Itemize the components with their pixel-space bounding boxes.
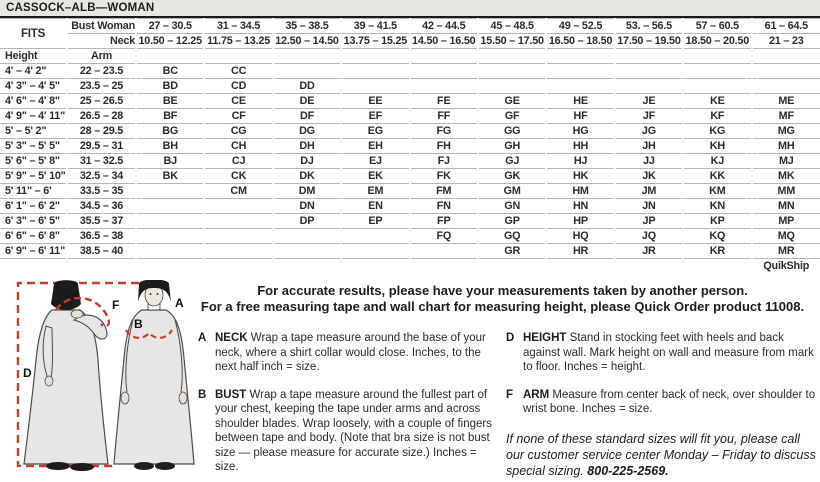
spacer-cell <box>615 49 683 64</box>
bust-range-cell: 45 – 48.5 <box>478 19 546 34</box>
spacer-cell <box>273 49 341 64</box>
size-code-cell: CM <box>204 184 272 199</box>
no-size-cell <box>752 64 820 79</box>
size-code-cell: FQ <box>410 229 478 244</box>
neck-range-cell: 13.75 – 15.25 <box>341 34 409 49</box>
size-code-cell: MQ <box>752 229 820 244</box>
spacer-cell <box>615 259 683 274</box>
size-code-cell: MP <box>752 214 820 229</box>
size-code-cell: CF <box>204 109 272 124</box>
bust-range-cell: 35 – 38.5 <box>273 19 341 34</box>
size-code-cell: KP <box>683 214 751 229</box>
height-range-cell: 5' 9" – 5' 10" <box>0 169 67 184</box>
size-code-cell: KE <box>683 94 751 109</box>
size-code-cell: JE <box>615 94 683 109</box>
arm-range-cell: 23.5 – 25 <box>67 79 136 94</box>
no-size-cell <box>136 214 204 229</box>
size-code-cell: FH <box>410 139 478 154</box>
measuring-intro <box>190 283 815 315</box>
size-code-cell: KM <box>683 184 751 199</box>
intro-line-1: For accurate results, please have your measurements taken by another person. <box>257 283 748 298</box>
neck-range-cell: 14.50 – 16.50 <box>410 34 478 49</box>
size-code-cell: DH <box>273 139 341 154</box>
no-size-cell <box>752 79 820 94</box>
no-size-cell <box>204 199 272 214</box>
no-size-cell <box>204 229 272 244</box>
size-code-cell: HN <box>546 199 614 214</box>
height-range-cell: 5' 11" – 6' <box>0 184 67 199</box>
no-size-cell <box>546 79 614 94</box>
size-code-cell: BJ <box>136 154 204 169</box>
arm-range-cell: 35.5 – 37 <box>67 214 136 229</box>
size-code-cell: CJ <box>204 154 272 169</box>
instruction-arm <box>506 388 816 417</box>
instruction-text <box>523 331 816 375</box>
measurement-figure-illustration <box>2 280 200 480</box>
neck-header: Neck <box>67 34 136 49</box>
no-size-cell <box>410 64 478 79</box>
no-size-cell <box>683 79 751 94</box>
no-size-cell <box>478 64 546 79</box>
size-code-cell: GE <box>478 94 546 109</box>
size-code-cell: JQ <box>615 229 683 244</box>
size-code-cell: MR <box>752 244 820 259</box>
size-code-cell: CH <box>204 139 272 154</box>
size-code-cell: DN <box>273 199 341 214</box>
arm-range-cell: 36.5 – 38 <box>67 229 136 244</box>
size-code-cell: EG <box>341 124 409 139</box>
size-code-cell: KQ <box>683 229 751 244</box>
size-code-cell: JJ <box>615 154 683 169</box>
instruction-neck <box>198 331 498 375</box>
label-a: A <box>175 296 184 310</box>
instruction-height <box>506 331 816 375</box>
instruction-text <box>215 331 498 375</box>
spacer-cell <box>204 259 272 274</box>
height-range-cell: 6' 9" – 6' 11" <box>0 244 67 259</box>
intro-line-2: For a free measuring tape and wall chart for measuring height, please Quick Order product 11008. <box>200 299 805 314</box>
size-code-cell: MN <box>752 199 820 214</box>
size-code-cell: FJ <box>410 154 478 169</box>
instruction-body: Wrap a tape measure around the fullest part of your chest, keeping the tape under arms and across shoulder blades. Wrap loosely, with a couple of fingers between tape and body. (Note that bra size is not bust size — please measure for accurate size.) Inches = size. <box>215 388 493 473</box>
size-code-cell: MF <box>752 109 820 124</box>
size-code-cell: HE <box>546 94 614 109</box>
size-code-cell: HP <box>546 214 614 229</box>
arm-column-header: Arm <box>67 49 136 64</box>
spacer-cell <box>136 259 204 274</box>
size-code-cell: KR <box>683 244 751 259</box>
size-code-cell: GF <box>478 109 546 124</box>
no-size-cell <box>478 79 546 94</box>
height-range-cell: 5' 6" – 5' 8" <box>0 154 67 169</box>
neck-range-cell: 16.50 – 18.50 <box>546 34 614 49</box>
no-size-cell <box>273 64 341 79</box>
no-size-cell <box>683 64 751 79</box>
height-range-cell: 4' 9" – 4' 11" <box>0 109 67 124</box>
no-size-cell <box>136 244 204 259</box>
neck-range-cell: 17.50 – 19.50 <box>615 34 683 49</box>
arm-range-cell: 34.5 – 36 <box>67 199 136 214</box>
size-code-cell: CC <box>204 64 272 79</box>
size-code-cell: HQ <box>546 229 614 244</box>
size-code-cell: JF <box>615 109 683 124</box>
size-code-cell: BE <box>136 94 204 109</box>
instructions-right-column <box>506 331 816 479</box>
bust-range-cell: 57 – 60.5 <box>683 19 751 34</box>
size-table <box>0 18 820 274</box>
special-sizing-note <box>506 431 816 479</box>
neck-range-cell: 21 – 23 <box>752 34 820 49</box>
size-code-cell: DD <box>273 79 341 94</box>
instructions-left-column <box>198 331 498 482</box>
size-code-cell: HJ <box>546 154 614 169</box>
size-code-cell: BH <box>136 139 204 154</box>
size-code-cell: JH <box>615 139 683 154</box>
spacer-cell <box>410 49 478 64</box>
no-size-cell <box>410 244 478 259</box>
spacer-cell <box>273 259 341 274</box>
size-code-cell: BK <box>136 169 204 184</box>
height-range-cell: 4' 3" – 4' 5" <box>0 79 67 94</box>
height-range-cell: 5' – 5' 2" <box>0 124 67 139</box>
arm-range-cell: 25 – 26.5 <box>67 94 136 109</box>
size-code-cell: JG <box>615 124 683 139</box>
spacer-cell <box>341 49 409 64</box>
spacer-cell <box>752 49 820 64</box>
size-code-cell: EP <box>341 214 409 229</box>
size-code-cell: MM <box>752 184 820 199</box>
instruction-letter: F <box>506 388 514 401</box>
arm-range-cell: 38.5 – 40 <box>67 244 136 259</box>
arm-range-cell: 32.5 – 34 <box>67 169 136 184</box>
size-code-cell: GQ <box>478 229 546 244</box>
spacer-cell <box>67 259 136 274</box>
no-size-cell <box>341 244 409 259</box>
no-size-cell <box>615 64 683 79</box>
label-b: B <box>134 317 143 331</box>
no-size-cell <box>204 244 272 259</box>
no-size-cell <box>615 79 683 94</box>
height-range-cell: 4' 6" – 4' 8" <box>0 94 67 109</box>
no-size-cell <box>341 79 409 94</box>
size-code-cell: EJ <box>341 154 409 169</box>
height-range-cell: 6' 3" – 6' 5" <box>0 214 67 229</box>
instruction-bust <box>198 388 498 475</box>
size-code-cell: DJ <box>273 154 341 169</box>
size-code-cell: DE <box>273 94 341 109</box>
bust-range-cell: 61 – 64.5 <box>752 19 820 34</box>
arm-range-cell: 28 – 29.5 <box>67 124 136 139</box>
spacer-cell <box>683 49 751 64</box>
size-code-cell: JK <box>615 169 683 184</box>
size-code-cell: HK <box>546 169 614 184</box>
size-code-cell: DM <box>273 184 341 199</box>
size-code-cell: MJ <box>752 154 820 169</box>
instruction-body: Stand in stocking feet with heels and back against wall. Mark height on wall and measure from mark to floor. Inches = height. <box>523 332 814 373</box>
instruction-body: Measure from center back of neck, over shoulder to wrist bone. Inches = size. <box>523 388 816 415</box>
size-code-cell: BG <box>136 124 204 139</box>
size-code-cell: HM <box>546 184 614 199</box>
size-code-cell: GM <box>478 184 546 199</box>
size-code-cell: BD <box>136 79 204 94</box>
size-code-cell: GR <box>478 244 546 259</box>
size-code-cell: FK <box>410 169 478 184</box>
size-code-cell: KF <box>683 109 751 124</box>
spacer-cell <box>204 49 272 64</box>
neck-range-cell: 11.75 – 13.25 <box>204 34 272 49</box>
bust-range-cell: 31 – 34.5 <box>204 19 272 34</box>
size-code-cell: FG <box>410 124 478 139</box>
size-code-cell: JR <box>615 244 683 259</box>
spacer-cell <box>683 259 751 274</box>
size-code-cell: JN <box>615 199 683 214</box>
size-code-cell: GJ <box>478 154 546 169</box>
no-size-cell <box>136 199 204 214</box>
size-code-cell: DG <box>273 124 341 139</box>
spacer-cell <box>546 259 614 274</box>
height-column-header: Height <box>0 49 67 64</box>
spacer-cell <box>341 259 409 274</box>
instruction-letter: B <box>198 388 207 401</box>
no-size-cell <box>341 229 409 244</box>
instruction-letter: A <box>198 332 207 344</box>
spacer-cell <box>410 259 478 274</box>
no-size-cell <box>136 229 204 244</box>
instruction-keyword: NECK <box>215 332 248 344</box>
figure-back-view <box>24 280 109 471</box>
arm-range-cell: 26.5 – 28 <box>67 109 136 124</box>
page-title: CASSOCK–ALB—WOMAN <box>0 0 820 18</box>
neck-range-cell: 18.50 – 20.50 <box>683 34 751 49</box>
size-code-cell: EM <box>341 184 409 199</box>
size-code-cell: FE <box>410 94 478 109</box>
size-code-cell: MG <box>752 124 820 139</box>
label-f: F <box>112 298 120 312</box>
size-code-cell: GG <box>478 124 546 139</box>
size-code-cell: GK <box>478 169 546 184</box>
size-code-cell: HR <box>546 244 614 259</box>
label-d: D <box>23 366 32 380</box>
instruction-keyword: ARM <box>523 388 550 401</box>
no-size-cell <box>204 214 272 229</box>
spacer-cell <box>136 49 204 64</box>
note-text: If none of these standard sizes will fit you, please call our customer service center Monday – Friday to discuss special sizing. <box>506 431 816 478</box>
size-code-cell: FM <box>410 184 478 199</box>
instruction-text <box>215 388 498 475</box>
bust-range-cell: 53. – 56.5 <box>615 19 683 34</box>
spacer-cell <box>478 259 546 274</box>
no-size-cell <box>136 184 204 199</box>
bust-range-cell: 42 – 44.5 <box>410 19 478 34</box>
no-size-cell <box>410 79 478 94</box>
arm-range-cell: 31 – 32.5 <box>67 154 136 169</box>
size-code-cell: FP <box>410 214 478 229</box>
size-code-cell: MK <box>752 169 820 184</box>
no-size-cell <box>546 64 614 79</box>
instruction-text <box>523 388 816 417</box>
spacer-cell <box>546 49 614 64</box>
height-range-cell: 4' – 4' 2" <box>0 64 67 79</box>
size-code-cell: EN <box>341 199 409 214</box>
height-range-cell: 6' 6" – 6' 8" <box>0 229 67 244</box>
size-code-cell: DK <box>273 169 341 184</box>
no-size-cell <box>273 229 341 244</box>
height-range-cell: 6' 1" – 6' 2" <box>0 199 67 214</box>
instruction-letter: D <box>506 332 515 344</box>
bust-range-cell: 49 – 52.5 <box>546 19 614 34</box>
spacer-cell <box>0 259 67 274</box>
cassock-figures-drawing <box>2 280 200 480</box>
size-code-cell: HF <box>546 109 614 124</box>
size-code-cell: FF <box>410 109 478 124</box>
size-code-cell: MH <box>752 139 820 154</box>
height-range-cell: 5' 3" – 5' 5" <box>0 139 67 154</box>
neck-range-cell: 12.50 – 14.50 <box>273 34 341 49</box>
size-code-cell: JM <box>615 184 683 199</box>
size-code-cell: JP <box>615 214 683 229</box>
size-code-cell: GP <box>478 214 546 229</box>
size-code-cell: BC <box>136 64 204 79</box>
neck-range-cell: 15.50 – 17.50 <box>478 34 546 49</box>
size-code-cell: DP <box>273 214 341 229</box>
size-code-cell: KG <box>683 124 751 139</box>
quikship-badge: QuikShip <box>752 259 820 274</box>
size-code-cell: CK <box>204 169 272 184</box>
phone-number: 800-225-2569. <box>587 463 669 478</box>
size-code-cell: HG <box>546 124 614 139</box>
bust-woman-header: Bust Woman <box>67 19 136 34</box>
size-code-cell: EE <box>341 94 409 109</box>
arm-range-cell: 29.5 – 31 <box>67 139 136 154</box>
size-code-cell: CD <box>204 79 272 94</box>
instruction-keyword: HEIGHT <box>523 332 567 344</box>
size-code-cell: BF <box>136 109 204 124</box>
size-code-cell: KK <box>683 169 751 184</box>
fits-header-cell: FITS <box>0 19 67 49</box>
neck-range-cell: 10.50 – 12.25 <box>136 34 204 49</box>
no-size-cell <box>273 244 341 259</box>
size-code-cell: CG <box>204 124 272 139</box>
arm-range-cell: 33.5 – 35 <box>67 184 136 199</box>
size-code-cell: KN <box>683 199 751 214</box>
size-code-cell: EF <box>341 109 409 124</box>
size-code-cell: GN <box>478 199 546 214</box>
size-code-cell: GH <box>478 139 546 154</box>
size-code-cell: KJ <box>683 154 751 169</box>
size-code-cell: FN <box>410 199 478 214</box>
spacer-cell <box>478 49 546 64</box>
size-code-cell: EK <box>341 169 409 184</box>
bust-range-cell: 27 – 30.5 <box>136 19 204 34</box>
bust-range-cell: 39 – 41.5 <box>341 19 409 34</box>
size-code-cell: KH <box>683 139 751 154</box>
instruction-body: Wrap a tape measure around the base of your neck, where a shirt collar would close. Inches, to the next half inch = size. <box>215 332 486 373</box>
arm-range-cell: 22 – 23.5 <box>67 64 136 79</box>
no-size-cell <box>341 64 409 79</box>
instruction-keyword: BUST <box>215 388 247 401</box>
size-code-cell: DF <box>273 109 341 124</box>
size-code-cell: CE <box>204 94 272 109</box>
size-code-cell: ME <box>752 94 820 109</box>
size-code-cell: EH <box>341 139 409 154</box>
size-code-cell: HH <box>546 139 614 154</box>
